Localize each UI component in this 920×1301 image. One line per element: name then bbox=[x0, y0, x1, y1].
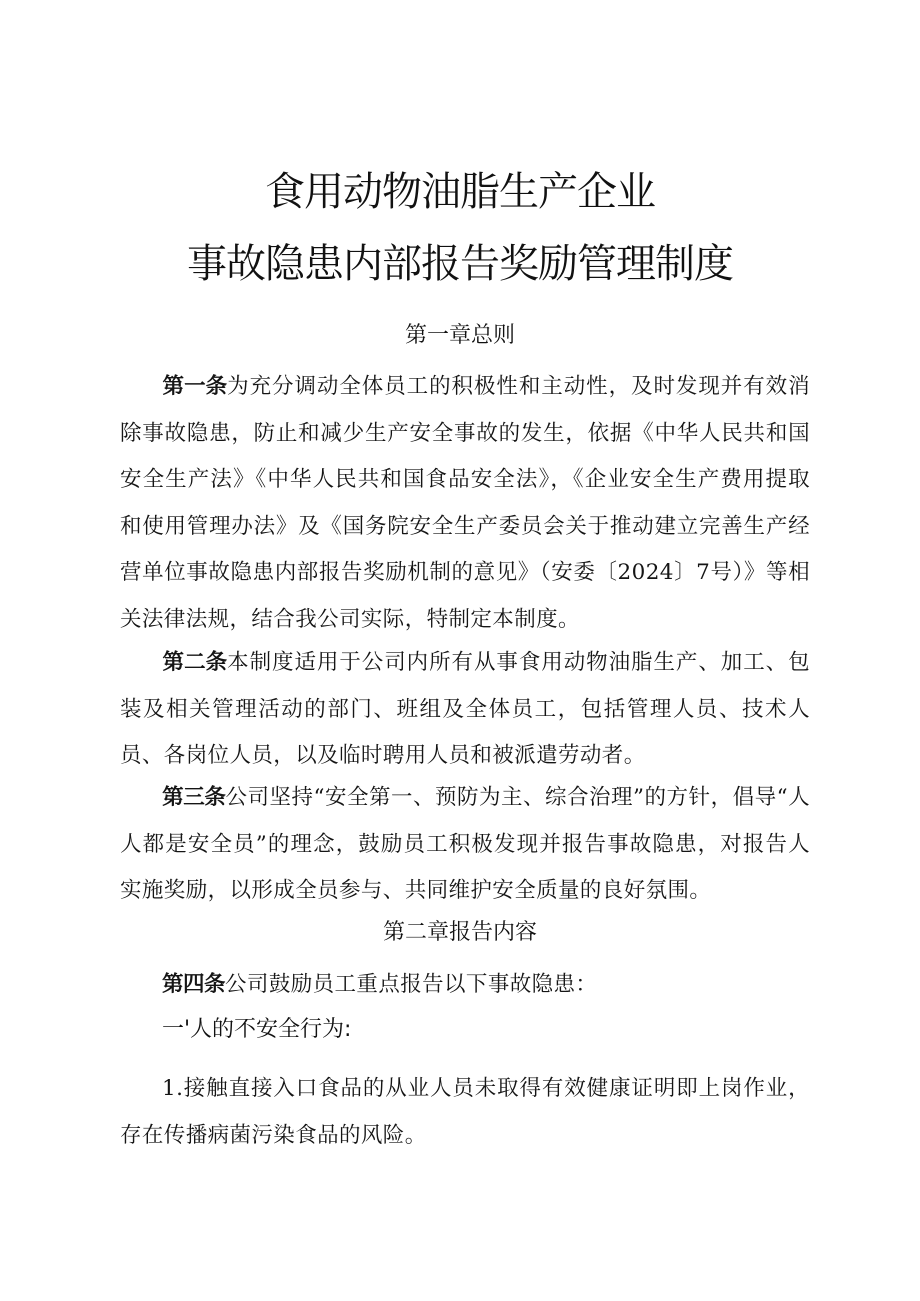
article-2-lead: 第二条 bbox=[162, 650, 228, 675]
article-1-text: 为充分调动全体员工的积极性和主动性，及时发现并有效消除事故隐患，防止和减少生产安全事故的发生，依据《中华人民共和国安全生产法》《中华人民共和国食品安全法》，《企业安全生产费用提取和使用管理办法》及《国务院安全生产委员会关于推动建立完善生产经营单位事故隐患内部报告奖励机制的意见》（安委〔2024〕7号）》等相关法律法规，结合我公司实际，特制定本制度。 bbox=[120, 374, 810, 632]
article-2-text: 本制度适用于公司内所有从事食用动物油脂生产、加工、包装及相关管理活动的部门、班组及全体员工，包括管理人员、技术人员、各岗位人员，以及临时聘用人员和被派遣劳动者。 bbox=[120, 650, 810, 768]
section-heading-unsafe-behavior: 一'人的不安全行为: bbox=[162, 1017, 352, 1042]
list-item-1 bbox=[120, 1066, 810, 1159]
chapter-heading-1: 第一章总则 bbox=[404, 323, 515, 348]
article-3-text: 公司坚持“安全第一、预防为主、综合治理”的方针，倡导“人人都是安全员”的理念，鼓励员工积极发现并报告事故隐患，对报告人实施奖励，以形成全员参与、共同维护安全质量的良好氛围。 bbox=[120, 785, 810, 903]
article-1 bbox=[120, 364, 810, 643]
list-item-1-number: 1 bbox=[162, 1076, 177, 1101]
article-3-lead: 第三条 bbox=[162, 785, 226, 810]
document-title-line-2: 事故隐患内部报告奖励管理制度 bbox=[187, 241, 733, 287]
article-1-lead: 第一条 bbox=[162, 374, 228, 399]
list-item-1-text: .接触直接入口食品的从业人员未取得有效健康证明即上岗作业，存在传播病菌污染食品的风险。 bbox=[120, 1076, 810, 1148]
document-title-line-1: 食用动物油脂生产企业 bbox=[265, 169, 655, 215]
article-4 bbox=[120, 962, 810, 1009]
article-4-text: 公司鼓励员工重点报告以下事故隐患： bbox=[225, 972, 598, 997]
article-3 bbox=[120, 775, 810, 915]
article-4-lead: 第四条 bbox=[162, 972, 226, 997]
article-2 bbox=[120, 640, 810, 780]
chapter-heading-2: 第二章报告内容 bbox=[382, 920, 537, 945]
